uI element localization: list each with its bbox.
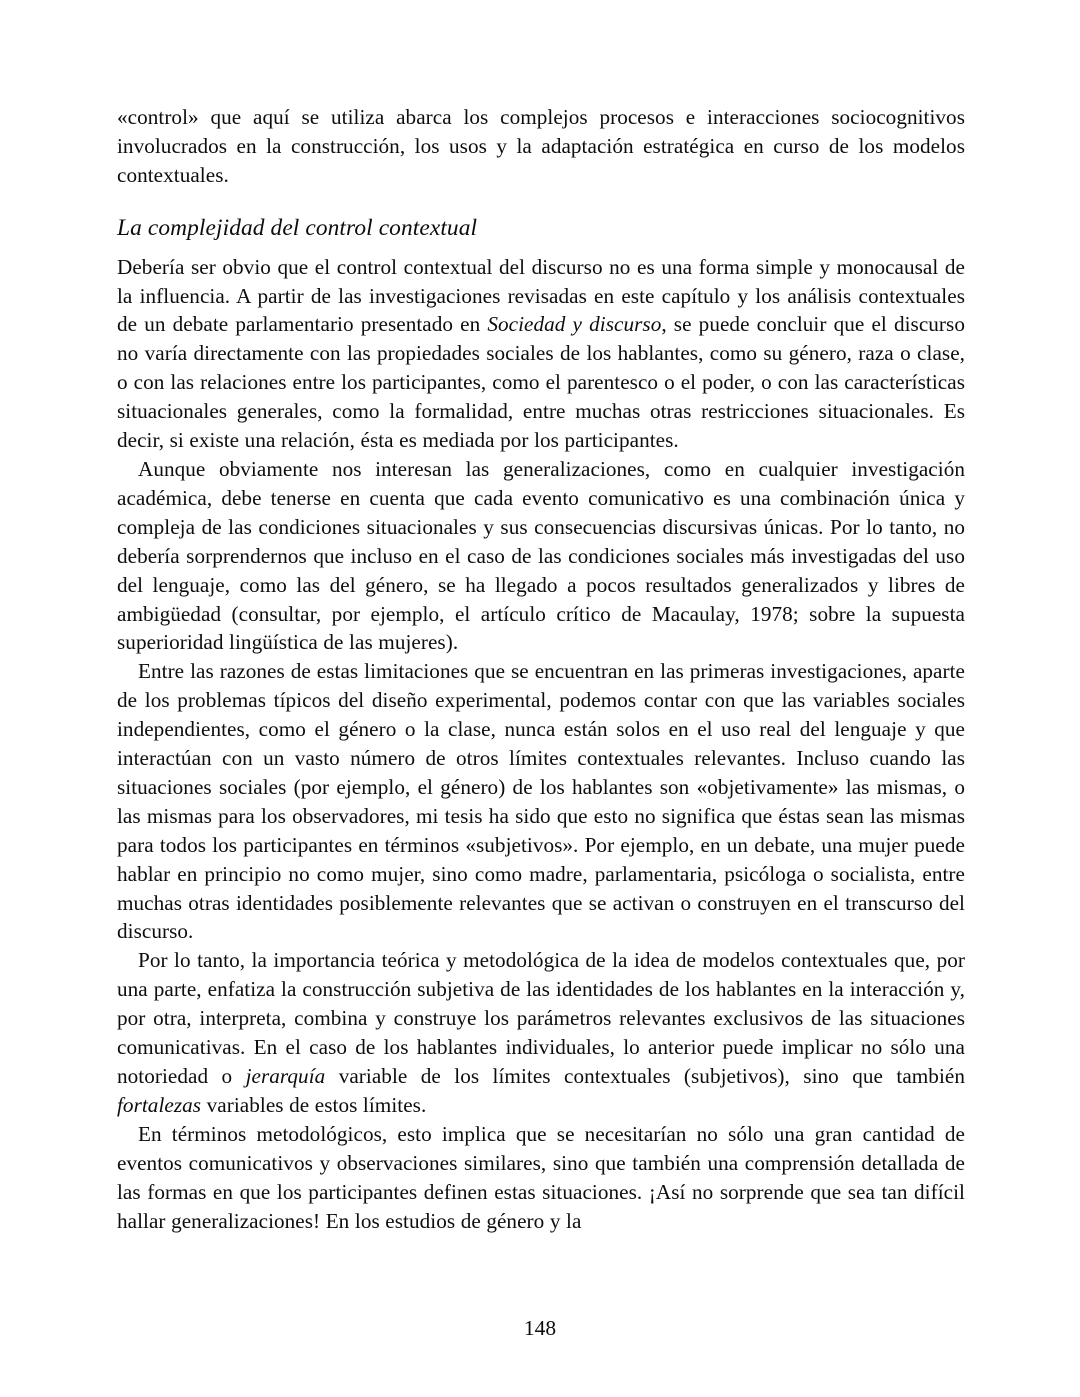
paragraph-3: Aunque obviamente nos interesan las generalizaciones, como en cualquier investigación académica, debe tenerse en cuenta que cada evento comunicativo es una combinación única y compleja de las condiciones situacionales y sus consecuencias discursivas únicas. Por lo tanto, no debería sorprendernos que incluso en el caso de las condiciones sociales más investigadas del uso del lenguaje, como las del género, se ha llegado a pocos resultados generalizados y libres de ambigüedad (consultar, por ejemplo, el artículo crítico de Macaulay, 1978; sobre la supuesta superioridad lingüística de las mujeres). (117, 456, 965, 655)
paragraph-5-text-b: variable de los límites contextuales (subjetivos), sino que también (325, 1064, 965, 1088)
paragraph-5 (117, 946, 965, 1119)
paragraph-continuation: «control» que aquí se utiliza abarca los complejos procesos e interacciones sociocognitivos involucrados en la construcción, los usos y la adaptación estratégica en curso de los modelos contextuales. (117, 105, 965, 187)
paragraph-5-text-a: Por lo tanto, la importancia teórica y metodológica de la idea de modelos contextuales que, por una parte, enfatiza la construcción subjetiva de las identidades de los hablantes en la interacción y, por otra, interpreta, combina y construye los parámetros relevantes exclusivos de las situaciones comunicativas. En el caso de los hablantes individuales, lo anterior puede implicar no sólo una notoriedad o (117, 948, 965, 1088)
section-heading: La complejidad del control contextual (117, 214, 478, 241)
paragraph-2-text-b: , se puede concluir que el discurso no varía directamente con las propiedades sociales de los hablantes, como su género, raza o clase, o con las relaciones entre los participantes, como el parentesco o el poder, o con las características situacionales generales, como la formalidad, entre muchas otras restricciones situacionales. Es decir, si existe una relación, ésta es mediada por los participantes. (117, 312, 965, 453)
emphasized-term-fortalezas: fortalezas (117, 1092, 202, 1117)
heading-spacer-above (117, 190, 965, 214)
paragraph-2 (117, 253, 965, 455)
cited-work-title: Sociedad y discurso (487, 312, 662, 337)
paragraph-5-text-c: variables de estos límites. (201, 1092, 427, 1117)
text-column (117, 103, 965, 1235)
heading-spacer-below (117, 243, 965, 253)
paragraph-6: En términos metodológicos, esto implica que se necesitarían no sólo una gran cantidad de eventos comunicativos y observaciones similares, sino que también una comprensión detallada de las formas en que los participantes definen estas situaciones. ¡Así no sorprende que sea tan difícil hallar generalizaciones! En los estudios de género y la (117, 1121, 965, 1233)
page-number: 148 (523, 1316, 557, 1340)
emphasized-term-jerarquia: jerarquía (245, 1064, 326, 1088)
paragraph-4: Entre las razones de estas limitaciones que se encuentran en las primeras investigaciones, aparte de los problemas típicos del diseño experimental, podemos contar con que las variables sociales independientes, como el género o la clase, nunca están solos en el uso real del lenguaje y que interactúan con un vasto número de otros límites contextuales relevantes. Incluso cuando las situaciones sociales (por ejemplo, el género) de los hablantes son «objetivamente» las mismas, o las mismas para los observadores, mi tesis ha sido que esto no significa que éstas sean las mismas para todos los participantes en términos «subjetivos». Por ejemplo, en un debate, una mujer puede hablar en principio no como mujer, sino como madre, parlamentaria, psicóloga o socialista, entre muchas otras identidades posiblemente relevantes que se activan o construyen en el transcurso del discurso. (117, 659, 965, 944)
paragraph-2-text-a: Debería ser obvio que el control contextual del discurso no es una forma simple y monocausal de la influencia. A partir de las investigaciones revisadas en este capítulo y los análisis contextuales de un debate parlamentario presentado en (117, 254, 965, 337)
